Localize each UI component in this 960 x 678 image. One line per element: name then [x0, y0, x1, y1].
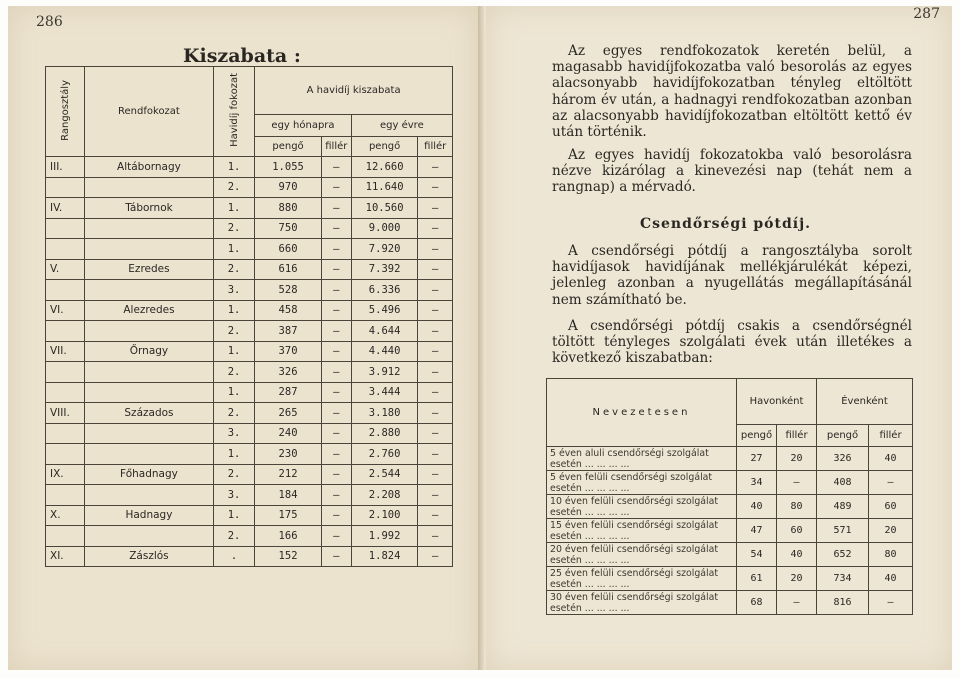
- rank-class-cell: [46, 218, 85, 239]
- monthly-filler-cell: —: [321, 259, 351, 280]
- pay-grade-cell: 1.: [213, 239, 254, 260]
- table-title: Kiszabata :: [183, 45, 301, 67]
- yearly-filler-cell: —: [418, 362, 453, 383]
- yearly-pengo-cell: 10.560: [351, 198, 418, 219]
- yearly-pengo-cell: 3.444: [351, 382, 418, 403]
- pay-grade-cell: 2.: [213, 177, 254, 198]
- rank-name-cell: [85, 239, 214, 260]
- monthly-pengo-cell: 54: [737, 543, 777, 567]
- pay-grade-cell: 1.: [213, 300, 254, 321]
- rank-name-cell: Altábornagy: [85, 157, 214, 178]
- rank-class-cell: [46, 444, 85, 465]
- yearly-pengo-cell: 9.000: [351, 218, 418, 239]
- rank-class-cell: VII.: [46, 341, 85, 362]
- monthly-pengo-cell: 458: [255, 300, 322, 321]
- pay-grade-cell: 1.: [213, 198, 254, 219]
- yearly-pengo-cell: 326: [817, 447, 869, 471]
- pay-grade-cell: 3.: [213, 485, 254, 506]
- header-filler: fillér: [321, 137, 351, 157]
- service-description-cell: 15 éven felüli csendőrségi szolgálat esetén ... ... ... ...: [547, 519, 737, 543]
- yearly-filler-cell: —: [418, 239, 453, 260]
- yearly-filler-cell: —: [418, 280, 453, 301]
- monthly-pengo-cell: 240: [255, 423, 322, 444]
- monthly-filler-cell: —: [321, 464, 351, 485]
- monthly-pengo-cell: 880: [255, 198, 322, 219]
- rank-class-cell: [46, 321, 85, 342]
- table-row: [46, 423, 453, 444]
- monthly-filler-cell: —: [321, 362, 351, 383]
- rank-name-cell: [85, 423, 214, 444]
- monthly-filler-cell: 80: [777, 495, 817, 519]
- header-monthly-pay: A havidíj kiszabata: [255, 67, 453, 115]
- header-rank-class: Rangosztály: [46, 67, 85, 157]
- rank-class-cell: [46, 239, 85, 260]
- yearly-pengo-cell: 408: [817, 471, 869, 495]
- rank-class-cell: [46, 280, 85, 301]
- monthly-filler-cell: —: [321, 526, 351, 547]
- monthly-pengo-cell: 970: [255, 177, 322, 198]
- rank-name-cell: Zászlós: [85, 546, 214, 567]
- yearly-filler-cell: —: [418, 485, 453, 506]
- rank-class-cell: XI.: [46, 546, 85, 567]
- header-pengo: pengő: [255, 137, 322, 157]
- monthly-pengo-cell: 287: [255, 382, 322, 403]
- yearly-pengo-cell: 2.100: [351, 505, 418, 526]
- service-description-cell: 25 éven felüli csendőrségi szolgálat esetén ... ... ... ...: [547, 567, 737, 591]
- service-description-cell: 5 éven aluli csendőrségi szolgálat esetén ... ... ... ...: [547, 447, 737, 471]
- monthly-pengo-cell: 370: [255, 341, 322, 362]
- rank-class-cell: [46, 423, 85, 444]
- header-pengo: pengő: [817, 425, 869, 447]
- table-row: [547, 567, 913, 591]
- monthly-pengo-cell: 387: [255, 321, 322, 342]
- monthly-pengo-cell: 68: [737, 591, 777, 615]
- yearly-filler-cell: —: [418, 423, 453, 444]
- service-description-cell: 5 éven felüli csendőrségi szolgálat esetén ... ... ... ...: [547, 471, 737, 495]
- yearly-pengo-cell: 2.880: [351, 423, 418, 444]
- yearly-pengo-cell: 816: [817, 591, 869, 615]
- monthly-filler-cell: —: [321, 300, 351, 321]
- monthly-pengo-cell: 152: [255, 546, 322, 567]
- monthly-filler-cell: 20: [777, 567, 817, 591]
- rank-class-cell: X.: [46, 505, 85, 526]
- rank-name-cell: [85, 362, 214, 383]
- monthly-filler-cell: —: [321, 321, 351, 342]
- table-row: [46, 444, 453, 465]
- monthly-filler-cell: —: [321, 403, 351, 424]
- monthly-filler-cell: —: [777, 591, 817, 615]
- rank-name-cell: Főhadnagy: [85, 464, 214, 485]
- monthly-pengo-cell: 40: [737, 495, 777, 519]
- monthly-filler-cell: 40: [777, 543, 817, 567]
- monthly-filler-cell: —: [321, 505, 351, 526]
- table-row: [46, 157, 453, 178]
- monthly-pengo-cell: 750: [255, 218, 322, 239]
- yearly-pengo-cell: 4.440: [351, 341, 418, 362]
- rank-name-cell: [85, 218, 214, 239]
- header-nevezetesen: Nevezetesen: [547, 379, 737, 447]
- monthly-pengo-cell: 166: [255, 526, 322, 547]
- yearly-pengo-cell: 5.496: [351, 300, 418, 321]
- yearly-filler-cell: —: [418, 218, 453, 239]
- monthly-filler-cell: 60: [777, 519, 817, 543]
- yearly-pengo-cell: 4.644: [351, 321, 418, 342]
- right-page-number: 287: [913, 6, 940, 22]
- service-description-cell: 30 éven felüli csendőrségi szolgálat esetén ... ... ... ...: [547, 591, 737, 615]
- table-row: [46, 526, 453, 547]
- pay-grade-cell: 1.: [213, 505, 254, 526]
- monthly-pengo-cell: 1.055: [255, 157, 322, 178]
- yearly-filler-cell: —: [418, 177, 453, 198]
- rank-name-cell: [85, 321, 214, 342]
- yearly-pengo-cell: 6.336: [351, 280, 418, 301]
- yearly-filler-cell: —: [418, 341, 453, 362]
- rank-class-cell: VIII.: [46, 403, 85, 424]
- yearly-filler-cell: —: [418, 382, 453, 403]
- service-description-cell: 10 éven felüli csendőrségi szolgálat esetén ... ... ... ...: [547, 495, 737, 519]
- yearly-pengo-cell: 2.760: [351, 444, 418, 465]
- section-heading: Csendőrségi pótdíj.: [640, 216, 812, 232]
- rank-class-cell: [46, 362, 85, 383]
- yearly-pengo-cell: 12.660: [351, 157, 418, 178]
- monthly-pengo-cell: 175: [255, 505, 322, 526]
- paragraph-appointment-date: Az egyes havidíj fokozatokba való besorolásra nézve kizárólag a kinevezési nap (tehát nem a rangnap) a mérvadó.: [552, 147, 912, 196]
- table-row: [547, 495, 913, 519]
- yearly-filler-cell: —: [418, 444, 453, 465]
- yearly-pengo-cell: 7.392: [351, 259, 418, 280]
- table-row: [46, 280, 453, 301]
- book-gutter: [478, 6, 486, 670]
- monthly-filler-cell: —: [321, 382, 351, 403]
- paragraph-allowance-definition: A csendőrségi pótdíj a rangosztályba sorolt havidíjasok havidíjának mellékjárulékát képezi, jelenleg azonban a nyugellátás megállapításánál nem számítható be.: [552, 243, 912, 308]
- yearly-pengo-cell: 3.180: [351, 403, 418, 424]
- table-row: [46, 403, 453, 424]
- monthly-pengo-cell: 47: [737, 519, 777, 543]
- monthly-filler-cell: —: [321, 280, 351, 301]
- table-row: [547, 591, 913, 615]
- table-row: [46, 259, 453, 280]
- table-row: [46, 341, 453, 362]
- rank-class-cell: IV.: [46, 198, 85, 219]
- header-rank-name: Rendfokozat: [85, 67, 214, 157]
- yearly-filler-cell: 60: [869, 495, 913, 519]
- rank-name-cell: Százados: [85, 403, 214, 424]
- yearly-pengo-cell: 11.640: [351, 177, 418, 198]
- monthly-pengo-cell: 616: [255, 259, 322, 280]
- monthly-pengo-cell: 265: [255, 403, 322, 424]
- pay-grade-cell: 2.: [213, 526, 254, 547]
- header-filler: fillér: [777, 425, 817, 447]
- yearly-filler-cell: —: [418, 546, 453, 567]
- rank-name-cell: [85, 177, 214, 198]
- pay-grade-cell: 3.: [213, 280, 254, 301]
- rank-name-cell: Őrnagy: [85, 341, 214, 362]
- header-pengo: pengő: [737, 425, 777, 447]
- table-row: [46, 485, 453, 506]
- monthly-pengo-cell: 326: [255, 362, 322, 383]
- rank-class-cell: IX.: [46, 464, 85, 485]
- rank-class-cell: V.: [46, 259, 85, 280]
- yearly-filler-cell: —: [418, 505, 453, 526]
- rank-class-cell: [46, 526, 85, 547]
- yearly-pengo-cell: 2.544: [351, 464, 418, 485]
- yearly-pengo-cell: 2.208: [351, 485, 418, 506]
- table-row: [46, 546, 453, 567]
- yearly-filler-cell: 40: [869, 447, 913, 471]
- monthly-pengo-cell: 212: [255, 464, 322, 485]
- rank-name-cell: [85, 526, 214, 547]
- yearly-filler-cell: —: [418, 198, 453, 219]
- pay-grade-cell: .: [213, 546, 254, 567]
- monthly-filler-cell: —: [321, 157, 351, 178]
- yearly-filler-cell: —: [869, 591, 913, 615]
- rank-name-cell: [85, 382, 214, 403]
- yearly-filler-cell: 40: [869, 567, 913, 591]
- rank-class-cell: III.: [46, 157, 85, 178]
- pay-grade-cell: 1.: [213, 157, 254, 178]
- yearly-filler-cell: —: [418, 526, 453, 547]
- left-page-number: 286: [36, 14, 63, 30]
- pay-grade-cell: 2.: [213, 362, 254, 383]
- rank-class-cell: [46, 177, 85, 198]
- monthly-pengo-cell: 660: [255, 239, 322, 260]
- monthly-filler-cell: —: [321, 198, 351, 219]
- yearly-filler-cell: —: [418, 157, 453, 178]
- monthly-pengo-cell: 61: [737, 567, 777, 591]
- monthly-filler-cell: —: [777, 471, 817, 495]
- rank-name-cell: Hadnagy: [85, 505, 214, 526]
- monthly-filler-cell: —: [321, 177, 351, 198]
- yearly-filler-cell: 20: [869, 519, 913, 543]
- table-row: [46, 218, 453, 239]
- allowance-table: [546, 378, 913, 615]
- table-row: [46, 382, 453, 403]
- yearly-filler-cell: —: [418, 464, 453, 485]
- rank-class-cell: [46, 485, 85, 506]
- pay-grade-cell: 2.: [213, 218, 254, 239]
- monthly-pengo-cell: 230: [255, 444, 322, 465]
- pay-grade-cell: 2.: [213, 321, 254, 342]
- header-yearly: Évenként: [817, 379, 913, 425]
- monthly-filler-cell: —: [321, 239, 351, 260]
- pay-grade-cell: 2.: [213, 403, 254, 424]
- monthly-filler-cell: —: [321, 485, 351, 506]
- pay-grade-cell: 2.: [213, 259, 254, 280]
- yearly-pengo-cell: 1.992: [351, 526, 418, 547]
- monthly-filler-cell: —: [321, 444, 351, 465]
- yearly-filler-cell: —: [418, 300, 453, 321]
- service-description-cell: 20 éven felüli csendőrségi szolgálat esetén ... ... ... ...: [547, 543, 737, 567]
- pay-grade-cell: 1.: [213, 382, 254, 403]
- header-monthly: Havonként: [737, 379, 817, 425]
- rank-name-cell: Tábornok: [85, 198, 214, 219]
- yearly-filler-cell: —: [418, 321, 453, 342]
- table-row: [547, 543, 913, 567]
- pay-grade-cell: 1.: [213, 444, 254, 465]
- rank-class-cell: VI.: [46, 300, 85, 321]
- header-pengo: pengő: [351, 137, 418, 157]
- monthly-filler-cell: —: [321, 341, 351, 362]
- monthly-filler-cell: —: [321, 423, 351, 444]
- monthly-pengo-cell: 184: [255, 485, 322, 506]
- monthly-filler-cell: 20: [777, 447, 817, 471]
- monthly-filler-cell: —: [321, 546, 351, 567]
- rank-pay-table: [45, 66, 453, 567]
- paragraph-promotion-rules: Az egyes rendfokozatok keretén belül, a magasabb havidíjfokozatba való besorolás az egyes alacsonyabb havidíjfokozatban tényleg eltöltött három év után, a hadnagyi rendfokozatban azonban az alacsonyabb havidíjfokozatban eltöltött kettő év után történik.: [552, 43, 912, 141]
- table-row: [46, 198, 453, 219]
- table-row: [547, 519, 913, 543]
- yearly-filler-cell: —: [418, 403, 453, 424]
- rank-name-cell: [85, 280, 214, 301]
- yearly-pengo-cell: 734: [817, 567, 869, 591]
- yearly-filler-cell: —: [869, 471, 913, 495]
- monthly-pengo-cell: 528: [255, 280, 322, 301]
- yearly-pengo-cell: 7.920: [351, 239, 418, 260]
- yearly-pengo-cell: 652: [817, 543, 869, 567]
- pay-grade-cell: 2.: [213, 464, 254, 485]
- yearly-pengo-cell: 3.912: [351, 362, 418, 383]
- yearly-filler-cell: —: [418, 259, 453, 280]
- header-filler: fillér: [418, 137, 453, 157]
- header-filler: fillér: [869, 425, 913, 447]
- rank-name-cell: Ezredes: [85, 259, 214, 280]
- rank-name-cell: Alezredes: [85, 300, 214, 321]
- table-row: [46, 300, 453, 321]
- table-row: [547, 471, 913, 495]
- paragraph-allowance-scale: A csendőrségi pótdíj csakis a csendőrségnél töltött tényleges szolgálati évek után illetékes a következő kiszabatban:: [552, 318, 912, 367]
- pay-grade-cell: 3.: [213, 423, 254, 444]
- monthly-filler-cell: —: [321, 218, 351, 239]
- yearly-pengo-cell: 571: [817, 519, 869, 543]
- pay-grade-cell: 1.: [213, 341, 254, 362]
- table-row: [547, 447, 913, 471]
- table-row: [46, 177, 453, 198]
- yearly-filler-cell: 80: [869, 543, 913, 567]
- table-row: [46, 464, 453, 485]
- rank-class-cell: [46, 382, 85, 403]
- yearly-pengo-cell: 489: [817, 495, 869, 519]
- table-row: [46, 239, 453, 260]
- yearly-pengo-cell: 1.824: [351, 546, 418, 567]
- header-per-month: egy hónapra: [255, 115, 352, 137]
- monthly-pengo-cell: 27: [737, 447, 777, 471]
- header-per-year: egy évre: [351, 115, 452, 137]
- rank-name-cell: [85, 444, 214, 465]
- monthly-pengo-cell: 34: [737, 471, 777, 495]
- table-row: [46, 362, 453, 383]
- table-row: [46, 505, 453, 526]
- rank-name-cell: [85, 485, 214, 506]
- table-row: [46, 321, 453, 342]
- header-pay-grade: Havidíj fokozat: [213, 67, 254, 157]
